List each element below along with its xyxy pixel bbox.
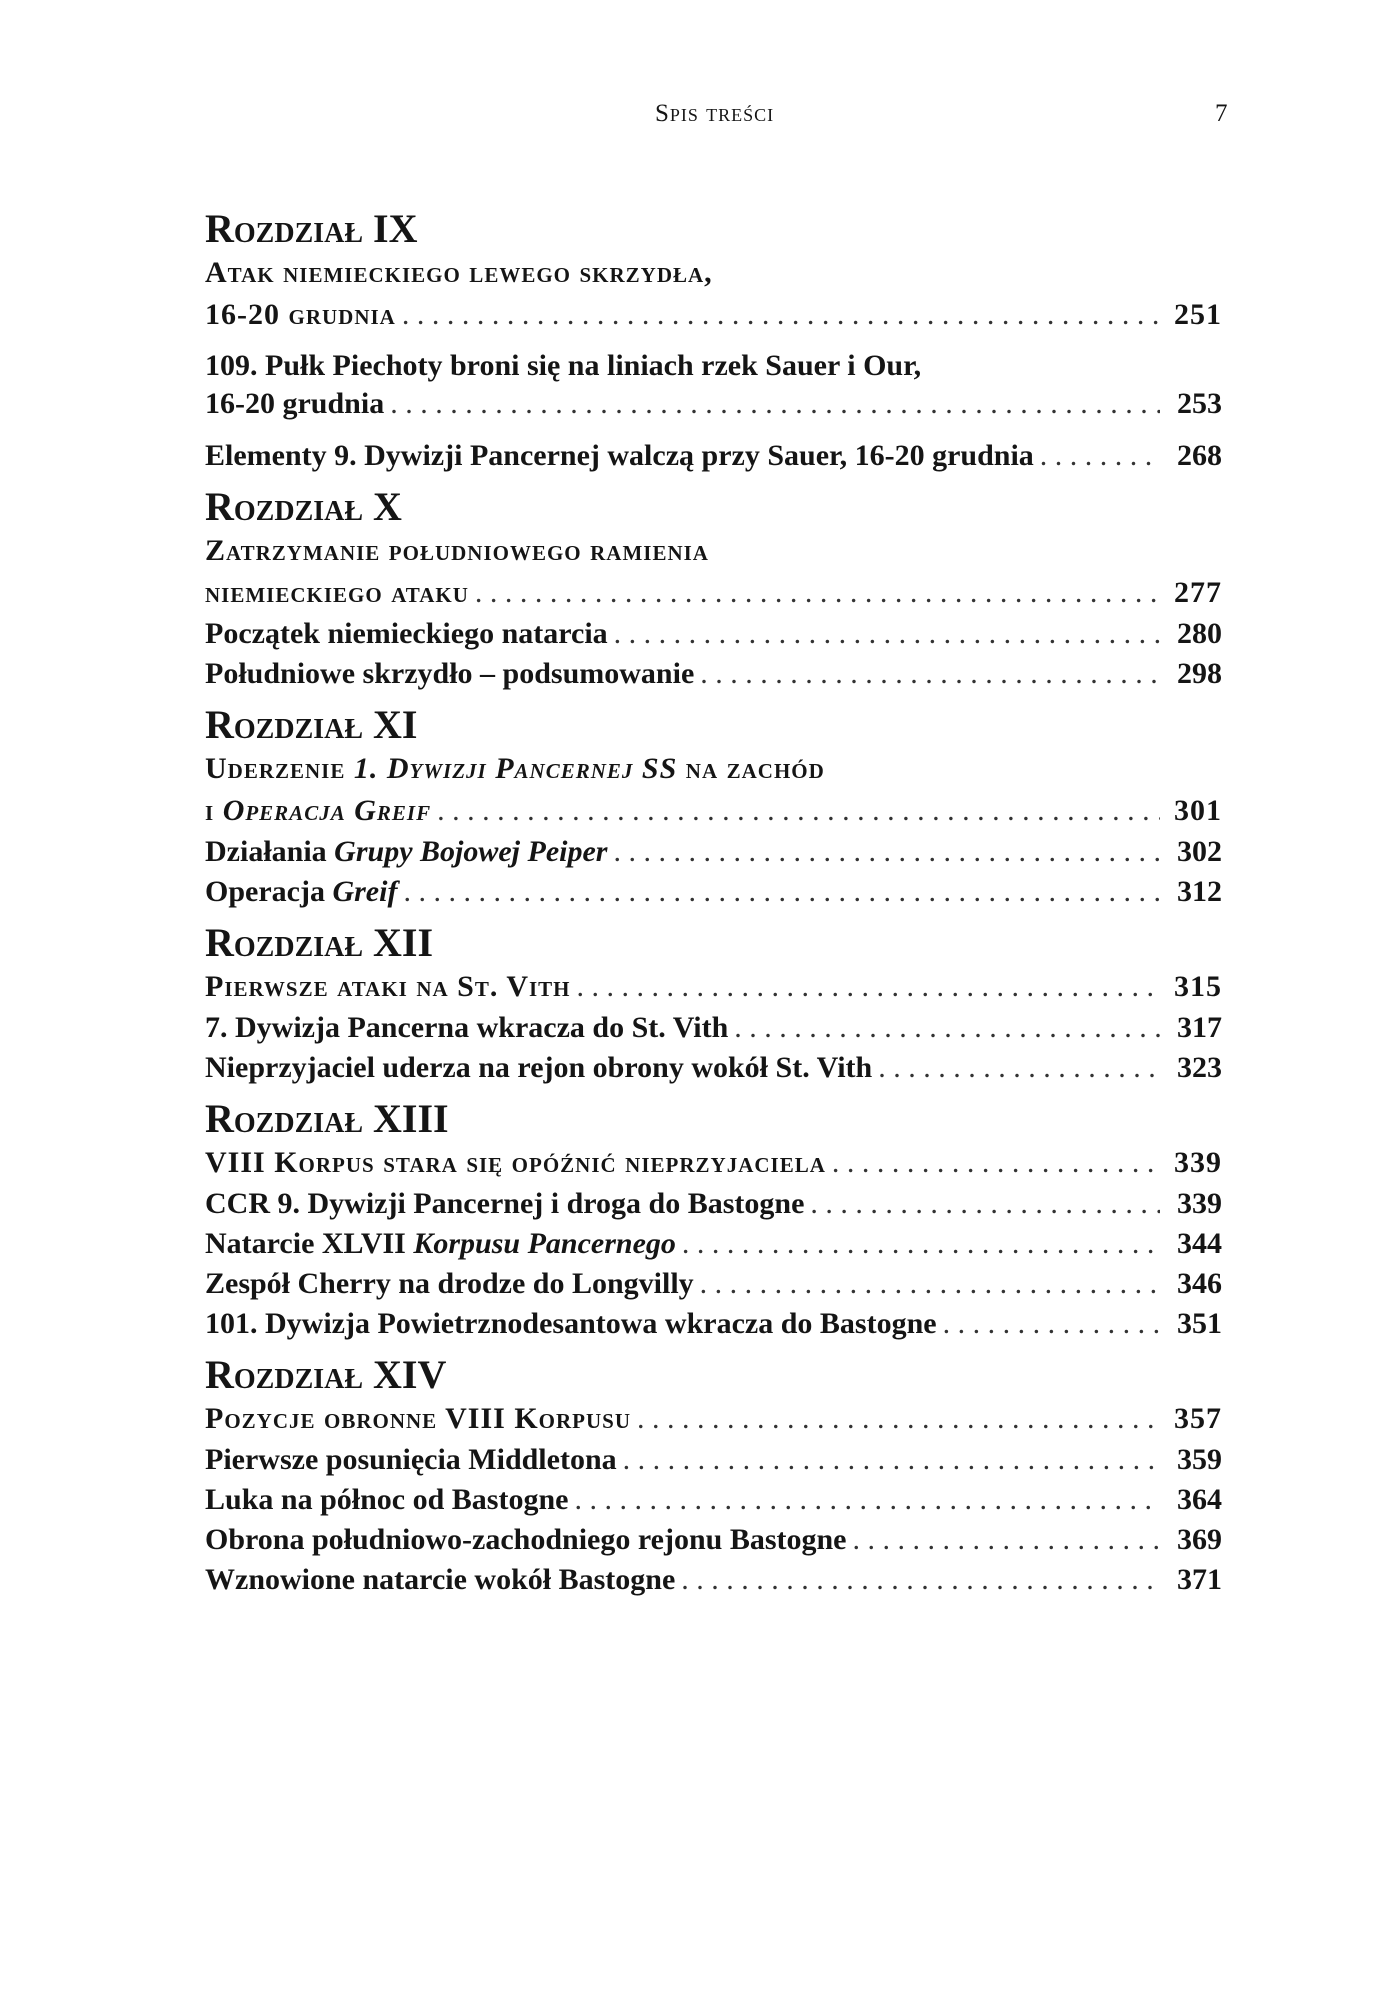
- section-title: Obrona południowo-zachodniego rejonu Bastogne: [205, 1523, 847, 1556]
- toc-section-entry[interactable]: [205, 1520, 1222, 1560]
- page-ref: 364: [1177, 1483, 1222, 1516]
- page-ref: 268: [1177, 439, 1222, 472]
- leader-dots: [804, 1184, 1160, 1224]
- section-title: Natarcie XLVII Korpusu Pancernego: [205, 1227, 676, 1260]
- section-title: Operacja Greif: [205, 875, 398, 908]
- leader-dots: [631, 1398, 1160, 1440]
- chapter-number: Rozdział XIV: [205, 1352, 447, 1397]
- leader-dots: [675, 1560, 1160, 1600]
- section-title: Południowe skrzydło – podsumowanie: [205, 657, 695, 690]
- toc-section-entry[interactable]: [205, 436, 1222, 476]
- chapter-number: Rozdział XII: [205, 920, 434, 965]
- section-title: 7. Dywizja Pancerna wkracza do St. Vith: [205, 1011, 729, 1044]
- toc-section-entry[interactable]: [205, 614, 1222, 654]
- chapter-title-line: Uderzenie 1. Dywizji Pancernej SS na zachód: [205, 752, 825, 785]
- toc-chapter-entry[interactable]: [205, 790, 1222, 832]
- table-of-contents: [205, 198, 1222, 1600]
- section-title: Pierwsze posunięcia Middletona: [205, 1443, 617, 1476]
- leader-dots: [384, 384, 1160, 424]
- leader-dots: [431, 790, 1160, 832]
- page-ref: 301: [1174, 794, 1222, 827]
- page-ref: 339: [1177, 1187, 1222, 1220]
- toc-chapter-entry[interactable]: [205, 294, 1222, 336]
- section-title: Zespół Cherry na drodze do Longvilly: [205, 1267, 694, 1300]
- toc-section-entry[interactable]: [205, 1304, 1222, 1344]
- leader-dots: [1034, 436, 1160, 476]
- leader-dots: [568, 1480, 1160, 1520]
- leader-dots: [397, 872, 1160, 912]
- toc-section-entry[interactable]: [205, 1264, 1222, 1304]
- page-ref: 357: [1174, 1402, 1222, 1435]
- section-title: Wznowione natarcie wokół Bastogne: [205, 1563, 676, 1596]
- chapter-number: Rozdział XIII: [205, 1096, 449, 1141]
- leader-dots: [872, 1048, 1160, 1088]
- running-head-title: Spis treści: [655, 100, 775, 127]
- section-title: Początek niemieckiego natarcia: [205, 617, 608, 650]
- leader-dots: [676, 1224, 1160, 1264]
- toc-section-entry[interactable]: [205, 654, 1222, 694]
- page-ref: 371: [1177, 1563, 1222, 1596]
- page-ref: 253: [1177, 387, 1222, 420]
- page-ref: 346: [1177, 1267, 1222, 1300]
- running-head: [0, 100, 1400, 140]
- toc-section-line: 109. Pułk Piechoty broni się na liniach rzek Sauer i Our,: [205, 349, 922, 382]
- leader-dots: [396, 294, 1160, 336]
- page-ref: 251: [1174, 298, 1222, 331]
- leader-dots: [617, 1440, 1160, 1480]
- section-title: CCR 9. Dywizji Pancernej i droga do Bastogne: [205, 1187, 805, 1220]
- toc-chapter-entry[interactable]: [205, 966, 1222, 1008]
- toc-section-entry[interactable]: [205, 872, 1222, 912]
- page-ref: 339: [1174, 1146, 1222, 1179]
- chapter-title-line: niemieckiego ataku: [205, 576, 469, 609]
- toc-chapter-entry[interactable]: [205, 1398, 1222, 1440]
- chapter-title-line: Pierwsze ataki na St. Vith: [205, 970, 571, 1003]
- toc-section-entry[interactable]: [205, 1224, 1222, 1264]
- page-ref: 302: [1177, 835, 1222, 868]
- section-title: Elementy 9. Dywizji Pancernej walczą przy Sauer, 16-20 grudnia: [205, 439, 1034, 472]
- page-ref: 277: [1174, 576, 1222, 609]
- chapter-number: Rozdział X: [205, 484, 402, 529]
- leader-dots: [826, 1142, 1160, 1184]
- chapter-number: Rozdział IX: [205, 206, 418, 251]
- toc-chapter-entry[interactable]: [205, 572, 1222, 614]
- leader-dots: [608, 614, 1160, 654]
- chapter-title-line: Atak niemieckiego lewego skrzydła,: [205, 256, 713, 289]
- toc-chapter-entry[interactable]: [205, 1142, 1222, 1184]
- section-title: Nieprzyjaciel uderza na rejon obrony wokół St. Vith: [205, 1051, 873, 1084]
- leader-dots: [571, 966, 1160, 1008]
- page-number: 7: [1215, 100, 1228, 127]
- page-ref: 317: [1177, 1011, 1222, 1044]
- leader-dots: [694, 1264, 1160, 1304]
- toc-section-entry[interactable]: [205, 384, 1222, 424]
- section-title: 101. Dywizja Powietrznodesantowa wkracza do Bastogne: [205, 1307, 937, 1340]
- chapter-title-line: Pozycje obronne VIII Korpusu: [205, 1402, 632, 1435]
- page-ref: 323: [1177, 1051, 1222, 1084]
- section-title: Działania Grupy Bojowej Peiper: [205, 835, 608, 868]
- page-ref: 351: [1177, 1307, 1222, 1340]
- toc-section-entry[interactable]: [205, 1184, 1222, 1224]
- chapter-title-line: i Operacja Greif: [205, 794, 432, 827]
- leader-dots: [694, 654, 1160, 694]
- page-ref: 312: [1177, 875, 1222, 908]
- chapter-number: Rozdział XI: [205, 702, 418, 747]
- leader-dots: [728, 1008, 1160, 1048]
- page-ref: 369: [1177, 1523, 1222, 1556]
- toc-section-entry[interactable]: [205, 1008, 1222, 1048]
- chapter-title-line: Zatrzymanie południowego ramienia: [205, 534, 709, 567]
- leader-dots: [937, 1304, 1160, 1344]
- chapter-title-line: 16-20 grudnia: [205, 298, 396, 331]
- leader-dots: [469, 572, 1160, 614]
- leader-dots: [847, 1520, 1161, 1560]
- section-title: Luka na północ od Bastogne: [205, 1483, 569, 1516]
- page-ref: 344: [1177, 1227, 1222, 1260]
- section-title: 16-20 grudnia: [205, 387, 385, 420]
- chapter-title-line: VIII Korpus stara się opóźnić nieprzyjaciela: [205, 1146, 826, 1179]
- toc-section-entry[interactable]: [205, 1048, 1222, 1088]
- toc-section-entry[interactable]: [205, 832, 1222, 872]
- page-ref: 298: [1177, 657, 1222, 690]
- page-ref: 280: [1177, 617, 1222, 650]
- page-ref: 315: [1174, 970, 1222, 1003]
- leader-dots: [607, 832, 1160, 872]
- page-ref: 359: [1177, 1443, 1222, 1476]
- toc-section-entry[interactable]: [205, 1560, 1222, 1600]
- toc-section-entry[interactable]: [205, 1440, 1222, 1480]
- toc-section-entry[interactable]: [205, 1480, 1222, 1520]
